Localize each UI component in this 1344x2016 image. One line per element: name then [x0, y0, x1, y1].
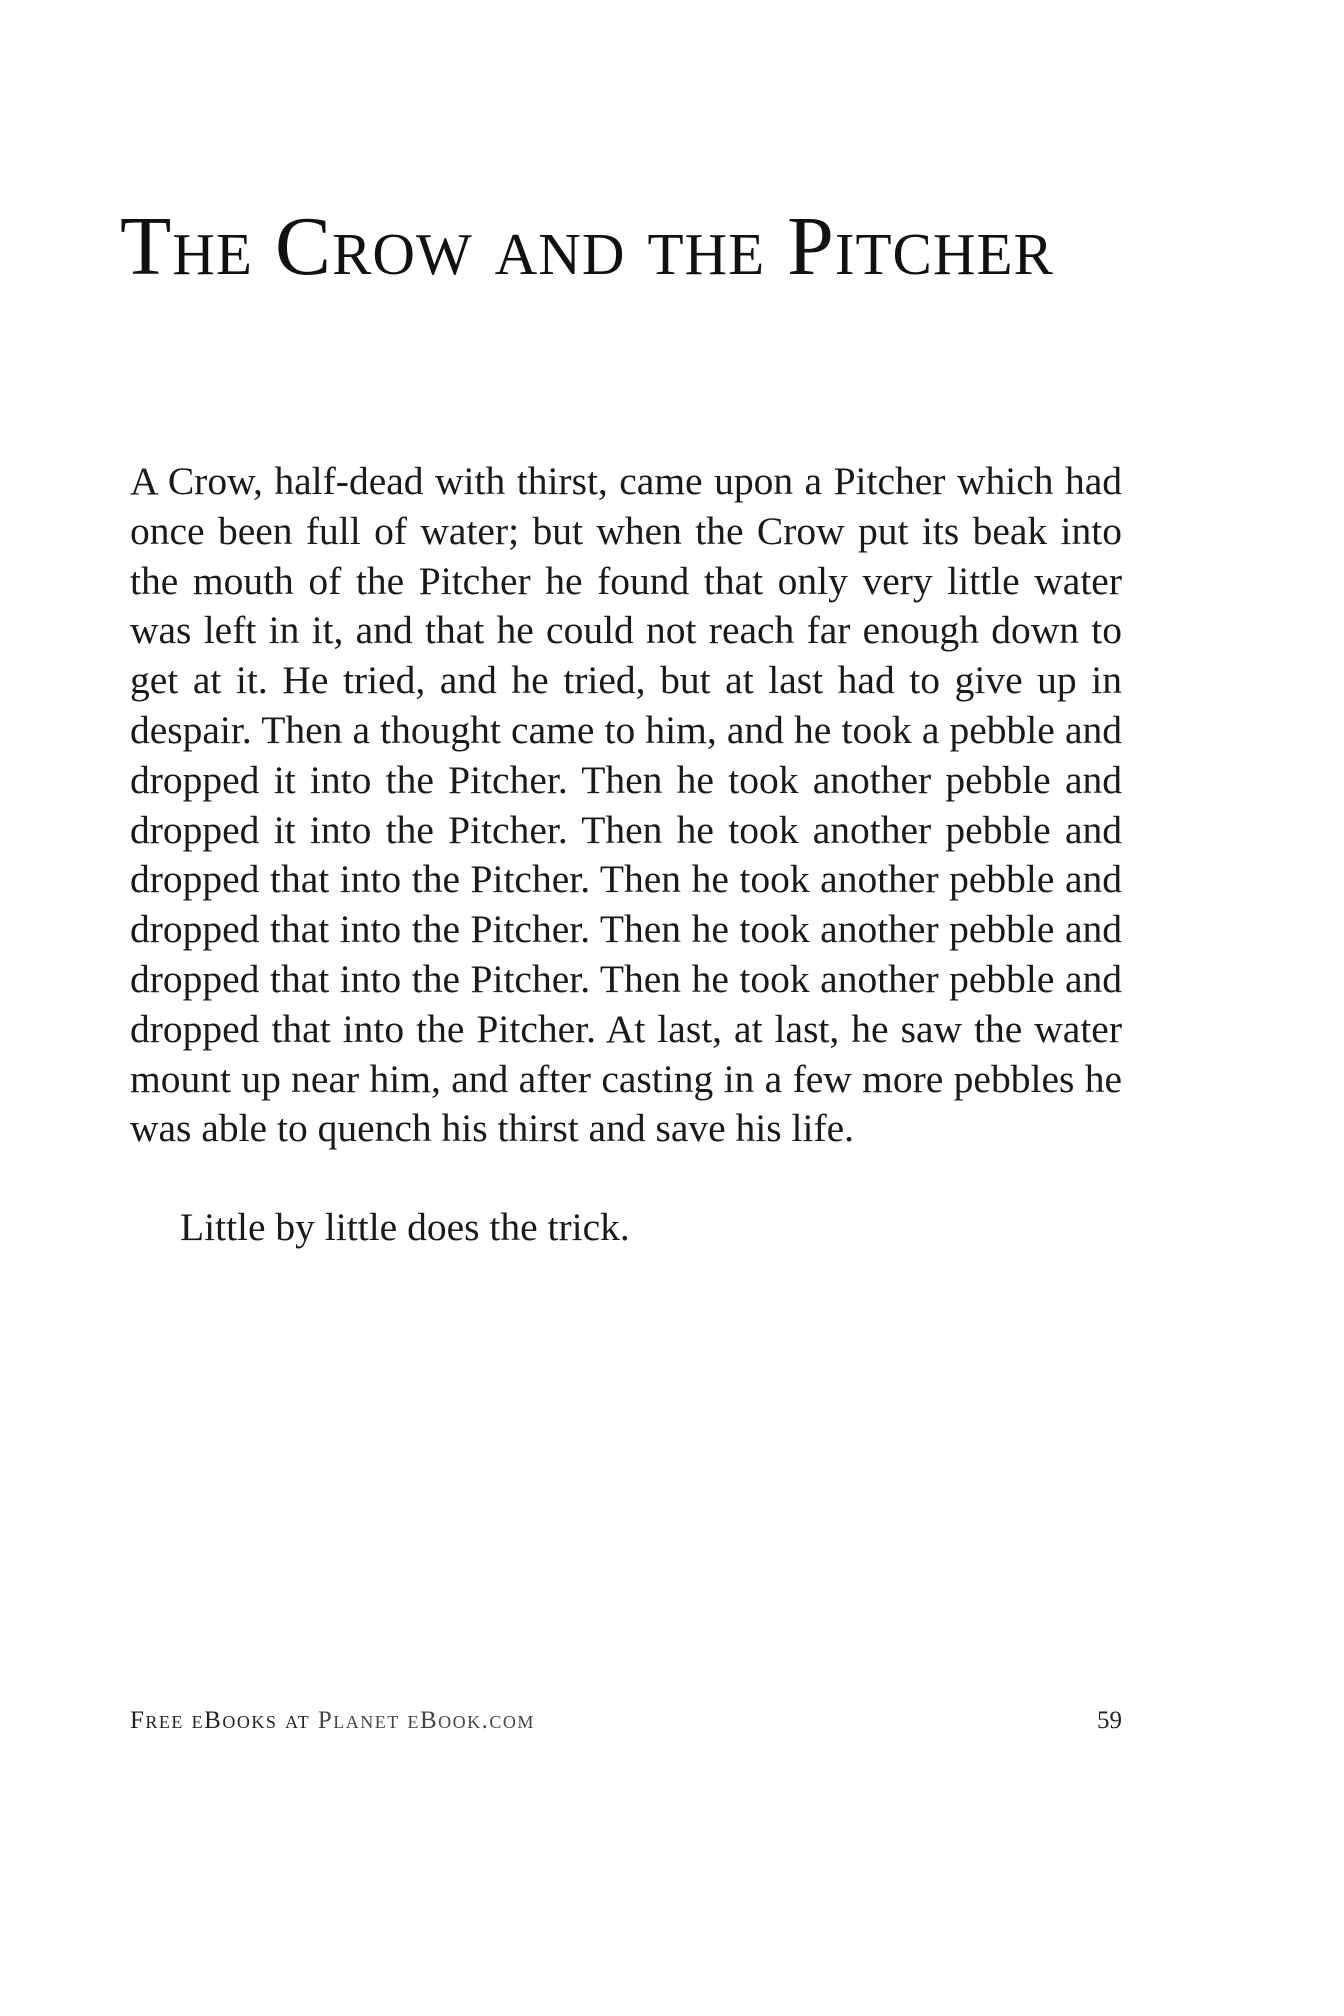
fable-moral: Little by little does the trick.	[180, 1205, 630, 1249]
page-title: The Crow and the Pitcher	[120, 200, 1054, 293]
footer-source	[130, 1708, 535, 1733]
page-number: 59	[1097, 1707, 1122, 1734]
footer-source-site[interactable]: Planet eBook.com	[317, 1707, 535, 1734]
footer-source-lead: Free eBooks at	[130, 1707, 311, 1734]
fable-body: A Crow, half-dead with thirst, came upon a Pitcher which had once been full of water; but when the Crow put its beak into the mouth of the Pitcher he found that only very little water was left in it, and that he could not reach far enough down to get at it. He tried, and he tried, but at last had to give up in despair. Then a thought came to him, and he took a pebble and dropped it into the Pitcher. Then he took another pebble and dropped it into the Pitcher. Then he took another pebble and dropped that into the Pitcher. Then he took another pebble and dropped that into the Pitcher. Then he took another pebble and dropped that into the Pitcher. Then he took another pebble and dropped that into the Pitcher. At last, at last, he saw the water mount up near him, and after casting in a few more pebbles he was able to quench his thirst and save his life.	[130, 459, 1122, 1151]
